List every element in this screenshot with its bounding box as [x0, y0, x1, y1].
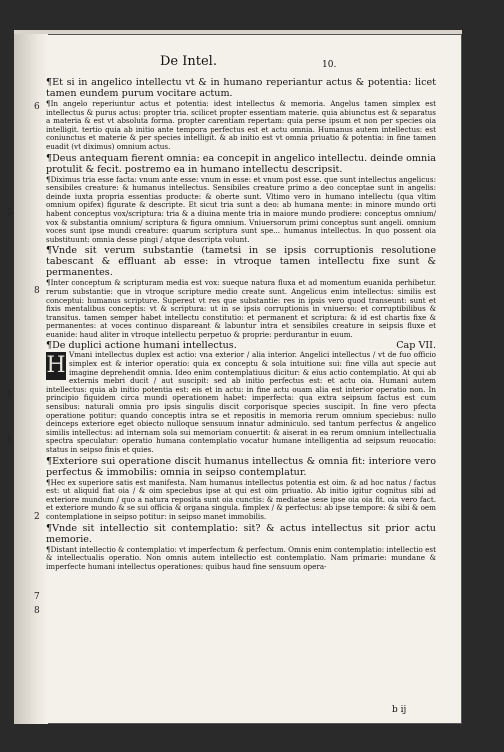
decorated-initial: H: [46, 353, 66, 379]
chapter-number: Cap VII.: [396, 340, 436, 352]
margin-number: 5: [7, 436, 13, 446]
margin-number: 2: [34, 512, 40, 522]
section-heading: ¶Deus antequam fierent omnia: ea concepit in angelico intellectu. deinde omnia protulit & fecit. postremo ea in humano intellectu descripsit.: [46, 152, 436, 175]
signature-mark: b ij: [392, 705, 407, 715]
paragraph: ¶In angelo reperiuntur actus et potentia: idest intellectus & memoria. Angelus tamen simplex est intellectus & purus actus: propter tria. scilicet propter essentiam materie. quia abiunctus est & separatus a materia & est vt absoluta forma. propter carentiam repertam: quia perse ipsum et non per species oia intelligit. tertio quia ab initio ante tempora perfectus est et actu omnia. Humanus autem intellectus: est coniunctus et materie & per species intelligit. & ab initio est vt omnia priuatio & potentia: in fine tamen euadit (vt diximus) omnium actus.: [46, 99, 436, 151]
paragraph-text: Vmani intellectus duplex est actio: vna exterior / alia interior. Angelici intellectus / vt de fuo officio simplex est & interior operatio: quia ex conceptu & sola intuitione sui: fine villa aut specie aut imagine deprehendit omnia. Ideo enim contemplatiuus dicitur: & eius actio contemplatio. At qui ab externis mebri ducit / aut suscipit: sed ab initio perfectus est: et actu oia. Humani autem intellectus: quia ab initio potentia est: eis et in actu: in fine actu ouam alia est interior operatio non. In principio fiquidem circa mundi operationem habet: imperfecta: qua extra seipsum factus est cum sensibus: naturali omnia pro ipsis singulis discit corporisque species suscipit. In fine vero pfecta operatione potitur: quando conceptis intra se et repositis in memoria rerum omnium speciebus: nullo deinceps exteriore eget obiecto nulloque sensuum innatur adminiculo. sed tantum perfectus & angelico similis intellectus: ad internam sola sui memoriam conuertit: & aiserat in ea rerum omnium intellectualia spectra speculatur: operatio humana contemplatio vocatur humane intelligentia ad seipsum reuocatio: status in seipso finis et quies.: [46, 350, 436, 454]
margin-number: 4: [7, 390, 13, 400]
margin-number: 8: [34, 606, 40, 616]
section-heading: ¶Et si in angelico intellectu vt & in humano reperiantur actus & potentia: licet tamen eundem purum vocitare actum.: [46, 77, 436, 99]
paragraph: ¶Distant intellectio & contemplatio: vt imperfectum & perfectum. Omnis enim contemplatio: intellectio est & intellectualis operatio. Non omnis autem intellectio est contemplatio. Nam primarie: mundane & imperfecte humani intellectus operationes: quibus haud fine sensuum opera-: [46, 544, 436, 571]
body-text: [46, 76, 436, 572]
paragraph: ¶Hec ex superiore satis est manifesta. Nam humanus intellectus potentia est oim. & ad hoc natus / factus est: ut aliquid fiat oia / & oim speciebus ipse at qui est oim priuatio. Ab initio igitur cognitus sibi ad exteriore mundum / quo a natura reposita sunt oia cunctis: & mediatae sese ipse oia oia fit. oia vero fact. et exteriore mundo & se sui officia & organa singula. fimplex / & perfectus: ab ipse tempore: & sibi & oem contemplatione in seipso potitur: in seipso manet immobilis.: [46, 477, 436, 521]
folio-number: 10.: [322, 60, 337, 70]
margin-number: 7: [34, 592, 40, 602]
margin-number: 8: [34, 286, 40, 296]
paragraph: ¶Inter conceptum & scripturam media est vox: sueque natura fluxa et ad momentum euanida perhibetur. rerum substantie: que in vtroque scripture medio create sunt. Angelicus enim intellectus: similis est conceptui: humanus scripture. Superest vt res que substantie: res in ipsis vero quod transeunt: sunt et fixis mentalibus conceptis: vt & scriptura: ut in se ipsis corruptionis in vniuerso: et corruptibilibus & transitus. tamen semper habet intellectu constitutio: et permanent et scriptura: & id est chartis fixe & permanentes: at voces continuo dispareant & labuntur intra et sensibiles creature in seipsis fluxe et euanide: haud aliter in vtroque intellectu perpetuo & proprie: perdurantur in euum.: [46, 278, 436, 339]
section-heading: ¶Exteriore sui operatione discit humanus intellectus & omnia fit: interiore vero perfectus & immobilis: omnia in seipso contemplatur.: [46, 455, 436, 478]
page-gutter: [14, 34, 48, 724]
section-heading: ¶Vnde sit verum substantie (tametsi in se ipsis corruptionis resolutione tabescant & effluant ab esse: in vtroque tamen intellectu fixe sunt & permanentes.: [46, 245, 436, 279]
running-head: De Intel.: [160, 54, 217, 69]
paragraph: ¶Diximus tria esse facta: vnum ante esse: vnum in esse: et vnum post esse. que sunt intellectus angelicus: sensibiles creature: & humanus intellectus. Sensibiles creature primo a deo conceptae sunt in angelis: deinde iuxta propria essentias producte: & oberte sunt. Vltimo vero in humano intellectu (qua vltim omnium opifex) figurate & descripte. Et sicut tria sunt a deo: ab humana mente: in minore mundo orti habent conceptus vox/scriptura: tria & a diuina mente tria in maiore mundo prodiere: conceptus omnium/ vox & substantia omnium/ scriptura & figura omnium. Vniuersorum primi conceptus sunt angeli. omnium voces sunt ipse mundi creature: quarum scriptura sunt spe... humanus intellectus. In quo possent oia substituunt: omnia desse pingi / atque descripta volunt.: [46, 174, 436, 244]
margin-number: 6: [34, 102, 40, 112]
chapter-heading-text: ¶De duplici actione humani intellectus.: [46, 340, 237, 352]
paragraph: [46, 351, 436, 454]
section-heading: ¶Vnde sit intellectio sit contemplatio: sit? & actus intellectus sit prior actu memorie.: [46, 522, 436, 545]
margin-number: 3: [7, 208, 13, 218]
